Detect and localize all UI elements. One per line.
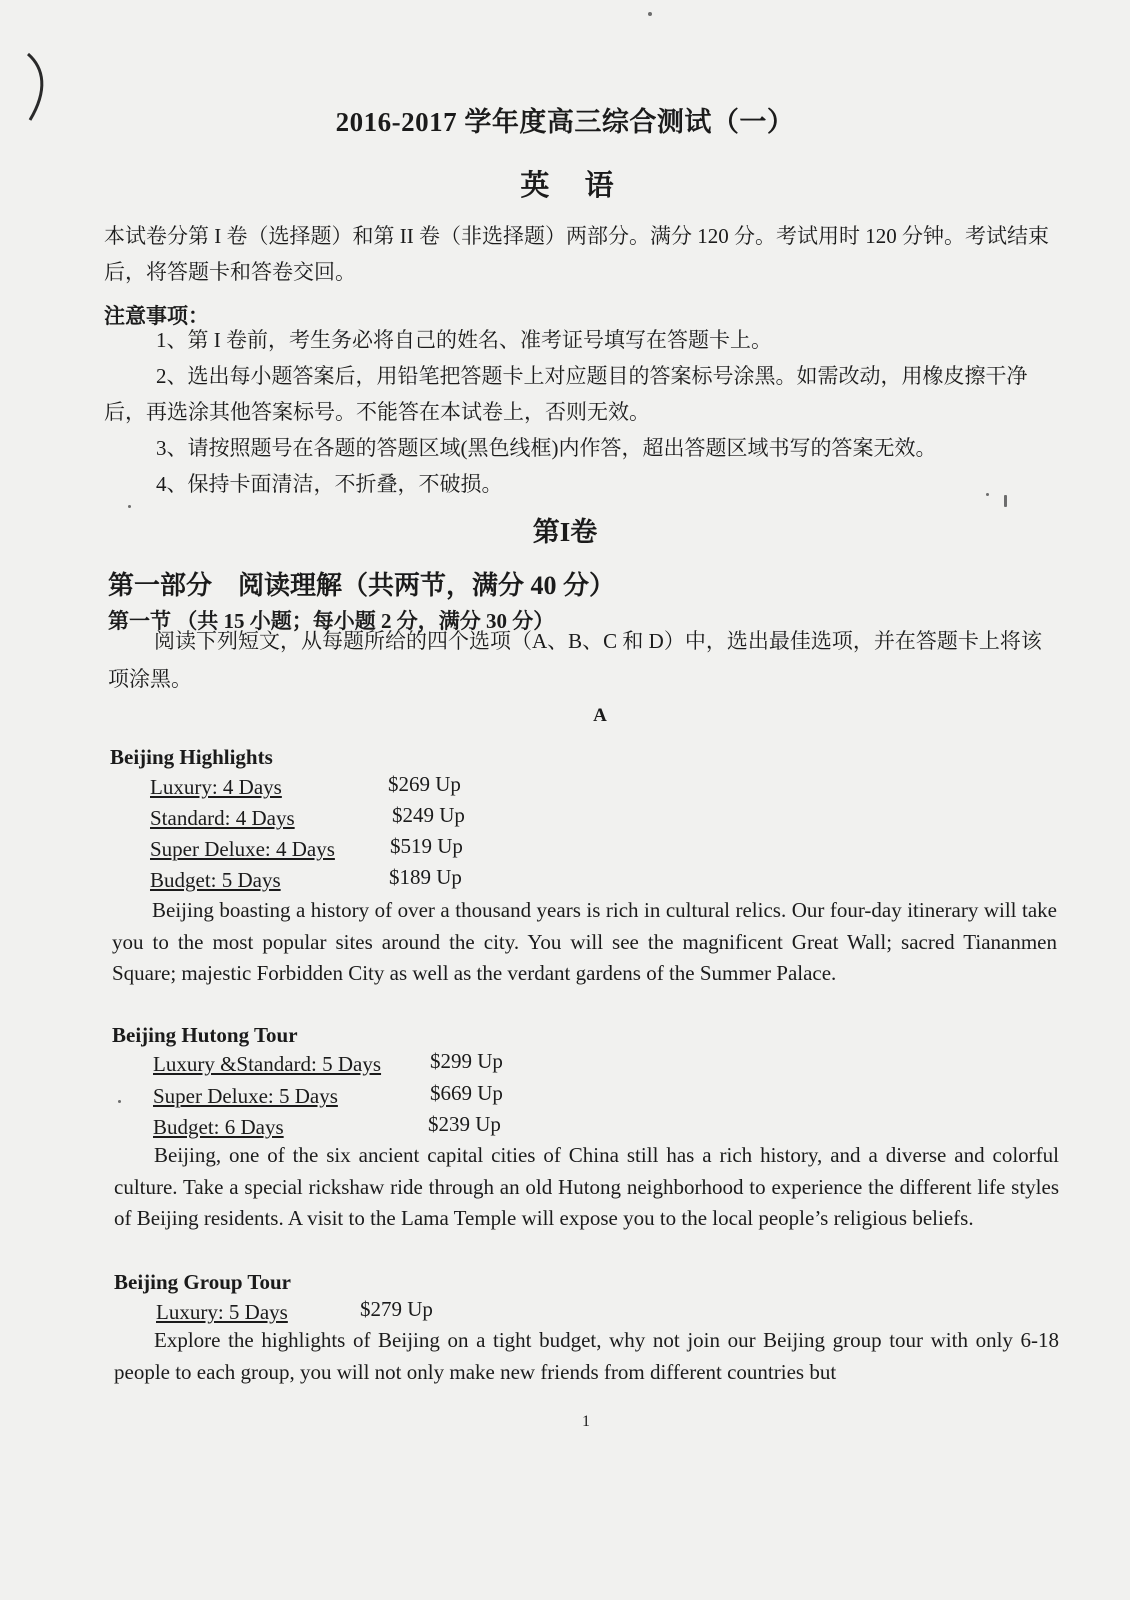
tour-description: Beijing boasting a history of over a thousand years is rich in cultural relics. Our four-day itinerary will take you to the most popular sites around the city. You will see the magnificent Great Wall; sacred Tiananmen Square; majestic Forbidden City as well as the verdant gardens of the Summer Palace. <box>112 898 1057 985</box>
notice-item: 2、选出每小题答案后，用铅笔把答题卡上对应题目的答案标号涂黑。如需改动，用橡皮擦干净后，再选涂其他答案标号。不能答在本试卷上，否则无效。 <box>104 364 1028 424</box>
tour-option <box>153 1052 381 1077</box>
option-price: $669 Up <box>430 1081 503 1105</box>
sub-section-title: 第一节 （共 15 小题；每小题 2 分，满分 30 分） <box>108 609 555 633</box>
option-label: Budget: 5 Days <box>150 868 281 892</box>
scan-speck <box>118 1100 121 1103</box>
tour-option <box>150 775 282 800</box>
option-label: Luxury: 4 Days <box>150 775 282 799</box>
tour-option <box>153 1115 284 1140</box>
option-label: Luxury &Standard: 5 Days <box>153 1052 382 1076</box>
notice-heading: 注意事项： <box>104 304 209 328</box>
option-label: Super Deluxe: 5 Days <box>153 1084 338 1108</box>
notice-item: 1、第 I 卷前，考生务必将自己的姓名、准考证号填写在答题卡上。 <box>156 328 772 352</box>
tour-option <box>156 1300 288 1325</box>
tour-description: Beijing, one of the six ancient capital cities of China still has a rich history, and a diverse and colorful culture. Take a special rickshaw ride through an old Hutong neighborhood to experience the different life styles of Beijing residents. A visit to the Lama Temple will expose you to the local people’s religious beliefs. <box>114 1143 1059 1230</box>
reading-instruction: 阅读下列短文，从每题所给的四个选项（A、B、C 和 D）中，选出最佳选项，并在答题卡上将该项涂黑。 <box>108 629 1042 691</box>
tour-description: Explore the highlights of Beijing on a tight budget, why not join our Beijing group tour with only 6-18 people to each group, you will not only make new friends from different countries but <box>114 1328 1059 1384</box>
subject-title: 英 语 <box>520 170 628 202</box>
scan-speck <box>128 505 131 508</box>
scan-speck <box>1004 495 1007 507</box>
section-title: 第I卷 <box>532 517 598 547</box>
option-price: $189 Up <box>389 865 462 889</box>
option-price: $269 Up <box>388 772 461 796</box>
notice-list <box>104 322 1054 502</box>
tour-heading: Beijing Group Tour <box>114 1270 292 1294</box>
exam-title: 2016-2017 学年度高三综合测试（一） <box>335 107 795 137</box>
page-number: 1 <box>582 1413 590 1430</box>
part-title-number: 第一部分 <box>108 571 213 600</box>
option-price: $239 Up <box>428 1112 501 1136</box>
passage-label: A <box>593 705 607 726</box>
part-title-text: 阅读理解（共两节，满分 40 分） <box>238 571 616 600</box>
option-price: $519 Up <box>390 834 463 858</box>
tour-option <box>150 837 335 862</box>
notice-item: 4、保持卡面清洁，不折叠，不破损。 <box>156 472 503 496</box>
exam-intro: 本试卷分第 I 卷（选择题）和第 II 卷（非选择题）两部分。满分 120 分。考试用时 120 分钟。考试结束后，将答题卡和答卷交回。 <box>104 224 1049 284</box>
option-label: Budget: 6 Days <box>153 1115 284 1139</box>
option-label: Standard: 4 Days <box>150 806 295 830</box>
scan-speck <box>648 12 652 16</box>
tour-heading: Beijing Hutong Tour <box>112 1023 298 1047</box>
option-price: $249 Up <box>392 803 465 827</box>
tour-option <box>150 868 281 893</box>
option-price: $299 Up <box>430 1049 503 1073</box>
tour-option <box>153 1084 338 1109</box>
option-label: Super Deluxe: 4 Days <box>150 837 335 861</box>
scan-speck <box>986 493 989 496</box>
option-price: $279 Up <box>360 1297 433 1321</box>
tour-option <box>150 806 295 831</box>
part-title <box>108 565 615 602</box>
option-label: Luxury: 5 Days <box>156 1300 288 1324</box>
notice-item: 3、请按照题号在各题的答题区域(黑色线框)内作答，超出答题区域书写的答案无效。 <box>156 436 937 460</box>
tour-heading: Beijing Highlights <box>110 745 273 769</box>
